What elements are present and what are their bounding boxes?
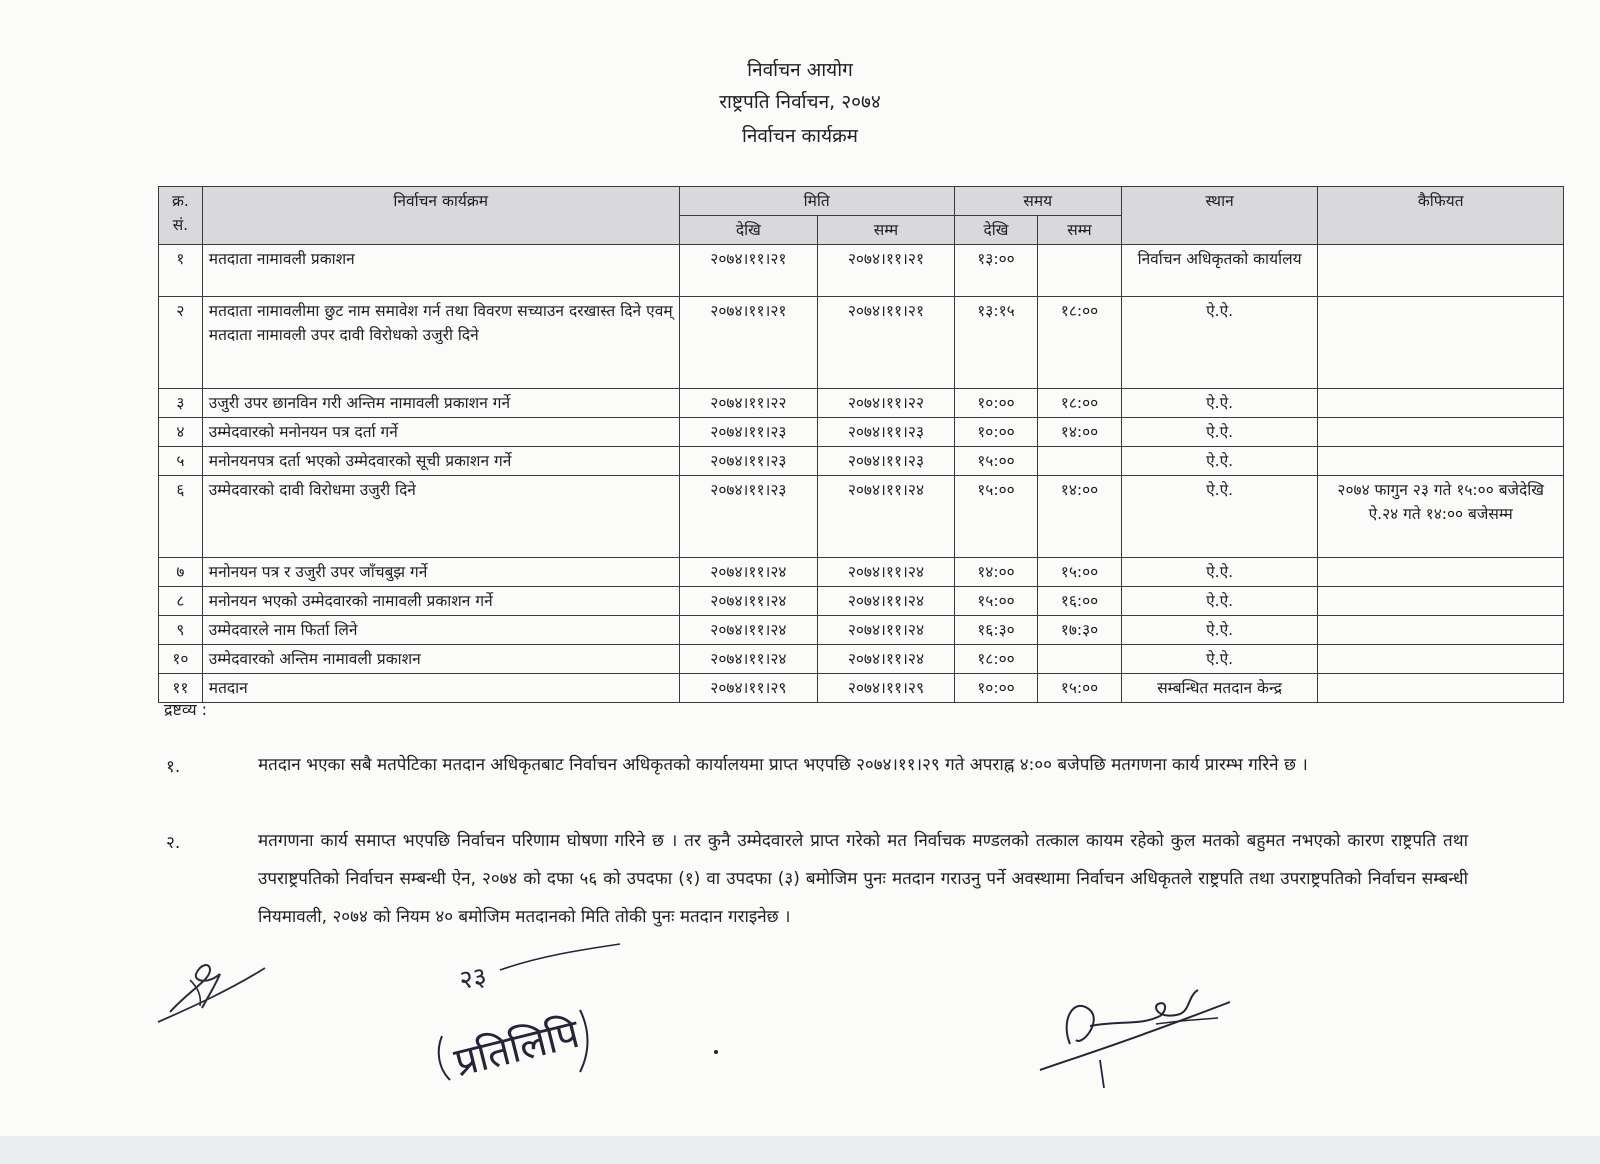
row-time-to: १४:०० <box>1038 418 1122 447</box>
header-time-from: देखि <box>954 216 1038 245</box>
row-time-to <box>1038 645 1122 674</box>
table-row <box>159 447 1564 476</box>
row-time-to: १८:०० <box>1038 297 1122 389</box>
row-date-from: २०७४।११।२४ <box>679 645 818 674</box>
row-sn: ५ <box>159 447 203 476</box>
org-title: निर्वाचन आयोग <box>747 59 853 81</box>
row-place: निर्वाचन अधिकृतको कार्यालय <box>1121 245 1318 297</box>
row-place: ऐ.ऐ. <box>1121 645 1318 674</box>
row-remarks <box>1318 389 1564 418</box>
row-place: ऐ.ऐ. <box>1121 558 1318 587</box>
row-time-to: १७:३० <box>1038 616 1122 645</box>
row-sn: ११ <box>159 674 203 703</box>
row-program: मनोनयन भएको उम्मेदवारको नामावली प्रकाशन गर्ने <box>202 587 679 616</box>
table-row <box>159 297 1564 389</box>
notes-label: द्रष्टव्य : <box>164 700 208 719</box>
header-date-to: सम्म <box>818 216 955 245</box>
row-time-to: १४:०० <box>1038 476 1122 558</box>
row-place: ऐ.ऐ. <box>1121 418 1318 447</box>
row-date-to: २०७४।११।२४ <box>818 645 955 674</box>
row-time-to: १८:०० <box>1038 389 1122 418</box>
copy-stamp <box>430 940 660 1090</box>
signature-right-icon <box>1030 960 1260 1100</box>
row-remarks <box>1318 447 1564 476</box>
row-time-from: १५:०० <box>954 476 1038 558</box>
row-date-to: २०७४।११।२४ <box>818 587 955 616</box>
header-remarks: कैफियत <box>1318 187 1564 245</box>
row-sn: १ <box>159 245 203 297</box>
signature-left-icon <box>150 950 280 1030</box>
header-sn: क्र. सं. <box>159 187 203 245</box>
row-date-from: २०७४।११।२१ <box>679 297 818 389</box>
row-remarks <box>1318 558 1564 587</box>
table-row <box>159 245 1564 297</box>
row-time-from: १०:०० <box>954 389 1038 418</box>
note-text: मतदान भएका सबै मतपेटिका मतदान अधिकृतबाट निर्वाचन अधिकृतको कार्यालयमा प्राप्त भएपछि २०७४।११।२९ गते अपराह्न ४:०० बजेपछि मतगणना कार्य प्रारम्भ गरिने छ । <box>258 755 1308 775</box>
election-schedule-table <box>158 186 1564 703</box>
row-place: ऐ.ऐ. <box>1121 447 1318 476</box>
table-row <box>159 674 1564 703</box>
row-date-from: २०७४।११।२३ <box>679 476 818 558</box>
row-place: ऐ.ऐ. <box>1121 616 1318 645</box>
row-program: मनोनयन पत्र र उजुरी उपर जाँचबुझ गर्ने <box>202 558 679 587</box>
row-program: मनोनयनपत्र दर्ता भएको उम्मेदवारको सूची प्रकाशन गर्ने <box>202 447 679 476</box>
table-row <box>159 645 1564 674</box>
row-time-to: १६:०० <box>1038 587 1122 616</box>
schedule-title: निर्वाचन कार्यक्रम <box>741 125 859 147</box>
row-date-from: २०७४।११।२४ <box>679 587 818 616</box>
row-date-to: २०७४।११।२१ <box>818 245 955 297</box>
row-program: उम्मेदवारको अन्तिम नामावली प्रकाशन <box>202 645 679 674</box>
row-sn: ४ <box>159 418 203 447</box>
row-program: उम्मेदवारको दावी विरोधमा उजुरी दिने <box>202 476 679 558</box>
table-row <box>159 389 1564 418</box>
row-sn: १० <box>159 645 203 674</box>
row-time-from: १५:०० <box>954 587 1038 616</box>
row-date-to: २०७४।११।२२ <box>818 389 955 418</box>
row-remarks <box>1318 645 1564 674</box>
row-time-from: १०:०० <box>954 418 1038 447</box>
header-date-from: देखि <box>679 216 818 245</box>
note-number: १. <box>166 757 181 777</box>
table-row <box>159 418 1564 447</box>
row-sn: ८ <box>159 587 203 616</box>
header-time-to: सम्म <box>1038 216 1122 245</box>
table-row <box>159 587 1564 616</box>
table-row <box>159 616 1564 645</box>
row-date-to: २०७४।११।२४ <box>818 558 955 587</box>
row-program: उम्मेदवारको मनोनयन पत्र दर्ता गर्ने <box>202 418 679 447</box>
row-place: ऐ.ऐ. <box>1121 587 1318 616</box>
row-date-to: २०७४।११।२९ <box>818 674 955 703</box>
row-sn: ३ <box>159 389 203 418</box>
row-place: ऐ.ऐ. <box>1121 297 1318 389</box>
row-time-to: १५:०० <box>1038 674 1122 703</box>
row-date-from: २०७४।११।२२ <box>679 389 818 418</box>
row-time-to <box>1038 447 1122 476</box>
table-row <box>159 476 1564 558</box>
row-remarks: २०७४ फागुन २३ गते १५:०० बजेदेखि ऐ.२४ गते १४:०० बजेसम्म <box>1318 476 1564 558</box>
row-date-to: २०७४।११।२१ <box>818 297 955 389</box>
row-program: मतदाता नामावली प्रकाशन <box>202 245 679 297</box>
row-remarks <box>1318 587 1564 616</box>
row-time-to: १५:०० <box>1038 558 1122 587</box>
row-date-to: २०७४।११।२४ <box>818 476 955 558</box>
row-remarks <box>1318 245 1564 297</box>
table-row <box>159 558 1564 587</box>
election-title: राष्ट्रपति निर्वाचन, २०७४ <box>719 91 881 113</box>
row-remarks <box>1318 418 1564 447</box>
row-time-from: १८:०० <box>954 645 1038 674</box>
row-program: मतदान <box>202 674 679 703</box>
header-program: निर्वाचन कार्यक्रम <box>202 187 679 245</box>
row-date-from: २०७४।११।२४ <box>679 616 818 645</box>
row-remarks <box>1318 297 1564 389</box>
row-time-from: १०:०० <box>954 674 1038 703</box>
row-time-from: १३:०० <box>954 245 1038 297</box>
row-place: ऐ.ऐ. <box>1121 476 1318 558</box>
row-date-to: २०७४।११।२३ <box>818 418 955 447</box>
row-date-to: २०७४।११।२४ <box>818 616 955 645</box>
note-number: २. <box>166 833 181 853</box>
row-time-from: १६:३० <box>954 616 1038 645</box>
row-place: ऐ.ऐ. <box>1121 389 1318 418</box>
header-time: समय <box>954 187 1121 216</box>
row-date-from: २०७४।११।२९ <box>679 674 818 703</box>
row-time-from: १५:०० <box>954 447 1038 476</box>
row-sn: ९ <box>159 616 203 645</box>
row-program: मतदाता नामावलीमा छुट नाम समावेश गर्न तथा विवरण सच्याउन दरखास्त दिने एवम् मतदाता नामावली उपर दावी विरोधको उजुरी दिने <box>202 297 679 389</box>
row-program: उजुरी उपर छानविन गरी अन्तिम नामावली प्रकाशन गर्ने <box>202 389 679 418</box>
row-time-to <box>1038 245 1122 297</box>
row-date-from: २०७४।११।२३ <box>679 418 818 447</box>
row-date-from: २०७४।११।२३ <box>679 447 818 476</box>
scan-edge <box>0 1136 1600 1164</box>
row-place: सम्बन्धित मतदान केन्द्र <box>1121 674 1318 703</box>
row-date-from: २०७४।११।२१ <box>679 245 818 297</box>
header-place: स्थान <box>1121 187 1318 245</box>
row-date-to: २०७४।११।२३ <box>818 447 955 476</box>
copy-stamp-text: प्रतिलिपि <box>449 1010 584 1087</box>
row-date-from: २०७४।११।२४ <box>679 558 818 587</box>
row-remarks <box>1318 616 1564 645</box>
row-time-from: १३:१५ <box>954 297 1038 389</box>
header-date: मिति <box>679 187 954 216</box>
row-remarks <box>1318 674 1564 703</box>
copy-stamp-mark: २३ <box>457 961 490 997</box>
row-sn: ७ <box>159 558 203 587</box>
row-time-from: १४:०० <box>954 558 1038 587</box>
ink-dot <box>714 1050 718 1054</box>
row-sn: ६ <box>159 476 203 558</box>
row-program: उम्मेदवारले नाम फिर्ता लिने <box>202 616 679 645</box>
row-sn: २ <box>159 297 203 389</box>
note-text: मतगणना कार्य समाप्त भएपछि निर्वाचन परिणाम घोषणा गरिने छ । तर कुनै उम्मेदवारले प्राप्त गरेको मत निर्वाचक मण्डलको तत्काल कायम रहेको कुल मतको बहुमत नभएको कारण राष्ट्रपति तथा उपराष्ट्रपतिको निर्वाचन सम्बन्धी ऐन, २०७४ को दफा ५६ को उपदफा (१) वा उपदफा (३) बमोजिम पुनः मतदान गराउनु पर्ने अवस्थामा निर्वाचन अधिकृतले राष्ट्रपति तथा उपराष्ट्रपतिको निर्वाचन सम्बन्धी नियमावली, २०७४ को नियम ४० बमोजिम मतदानको मिति तोकी पुनः मतदान गराइनेछ । <box>258 831 1468 927</box>
